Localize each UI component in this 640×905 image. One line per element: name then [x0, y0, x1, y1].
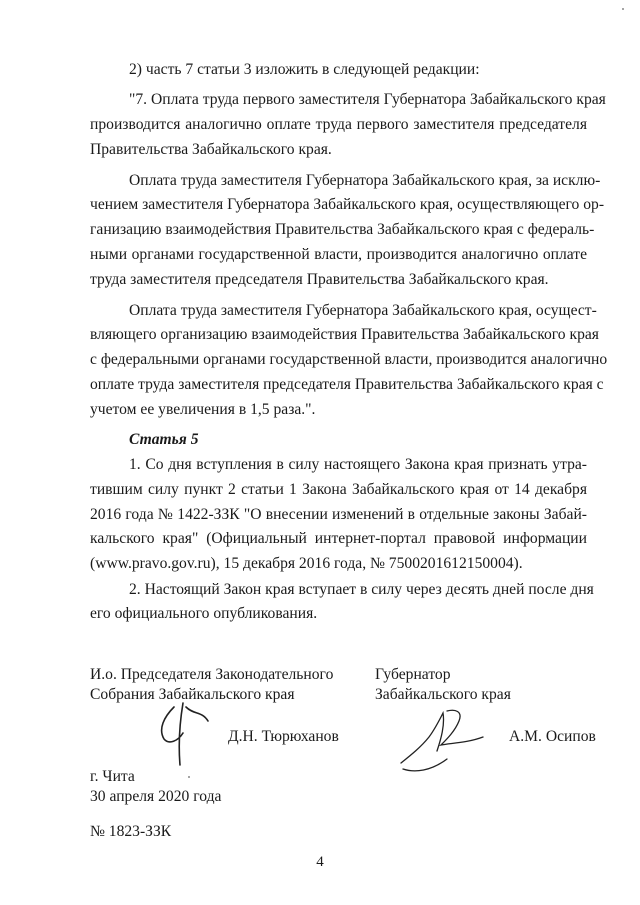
amend-p1-line-1: "7. Оплата труда первого заместителя Губернатора Забайкальского края [129, 91, 606, 108]
amend-p3-line-3: с федеральными органами государственной власти, производится аналогично [90, 351, 608, 368]
city: г. Чита [90, 768, 135, 785]
amend-p3-line-5: учетом ее увеличения в 1,5 раза.". [90, 401, 316, 418]
art5-p2-line-2: его официального опубликования. [90, 605, 318, 622]
amend-p1-line-2: производится аналогично оплате труда первого заместителя председателя [90, 116, 587, 133]
article-5-heading: Статья 5 [129, 431, 199, 448]
amend-p3-line-1: Оплата труда заместителя Губернатора Забайкальского края, осущест- [129, 302, 597, 319]
amend-p2-line-1: Оплата труда заместителя Губернатора Забайкальского края, за исклю- [129, 172, 601, 189]
amend-p2-line-5: труда заместителя председателя Правительства Забайкальского края. [90, 271, 549, 288]
left-signatory-name: Д.Н. Тюрюханов [228, 728, 339, 745]
amend-p2-line-4: ными органами государственной власти, производится аналогично оплате [90, 246, 587, 263]
right-signatory-name: А.М. Осипов [509, 728, 596, 745]
left-signatory-title-line-2: Собрания Забайкальского края [90, 686, 295, 703]
art5-p1-line-3: 2016 года № 1422-ЗЗК "О внесении изменений в отдельные законы Забай- [90, 506, 587, 523]
left-signatory-title-line-1: И.о. Председателя Законодательного [90, 666, 334, 683]
art5-p1-line-1: 1. Со дня вступления в силу настоящего Закона края признать утра- [129, 456, 587, 473]
amend-p1-line-3: Правительства Забайкальского края. [90, 141, 332, 158]
page-number: 4 [316, 854, 324, 870]
amend-p3-line-4: оплате труда заместителя председателя Правительства Забайкальского края с [90, 376, 604, 393]
art5-p1-line-5: (www.pravo.gov.ru), 15 декабря 2016 года, № 7500201612150004). [90, 555, 523, 572]
right-handwritten-signature [395, 703, 495, 778]
art5-p1-line-2: тившим силу пункт 2 статьи 1 Закона Забайкальского края от 14 декабря [90, 481, 587, 498]
scan-speck [622, 8, 624, 10]
amend-p3-line-2: вляющего организацию взаимодействия Правительства Забайкальского края [90, 326, 599, 343]
law-number: № 1823-ЗЗК [90, 823, 172, 840]
art5-p1-line-4: кальского края" (Официальный интернет-портал правовой информации [90, 530, 587, 547]
right-signatory-title-line-2: Забайкальского края [375, 686, 511, 703]
art5-p2-line-1: 2. Настоящий Закон края вступает в силу через десять дней после дня [129, 581, 594, 598]
amend-p2-line-3: ганизацию взаимодействия Правительства Забайкальского края с федераль- [90, 221, 595, 238]
left-handwritten-signature [150, 695, 220, 770]
adoption-date: 30 апреля 2020 года [90, 788, 222, 805]
scan-speck [188, 776, 190, 778]
item-2-intro: 2) часть 7 статьи 3 изложить в следующей редакции: [129, 61, 480, 78]
right-signatory-title-line-1: Губернатор [375, 666, 451, 683]
amend-p2-line-2: чением заместителя Губернатора Забайкальского края, осуществляющего ор- [90, 196, 605, 213]
